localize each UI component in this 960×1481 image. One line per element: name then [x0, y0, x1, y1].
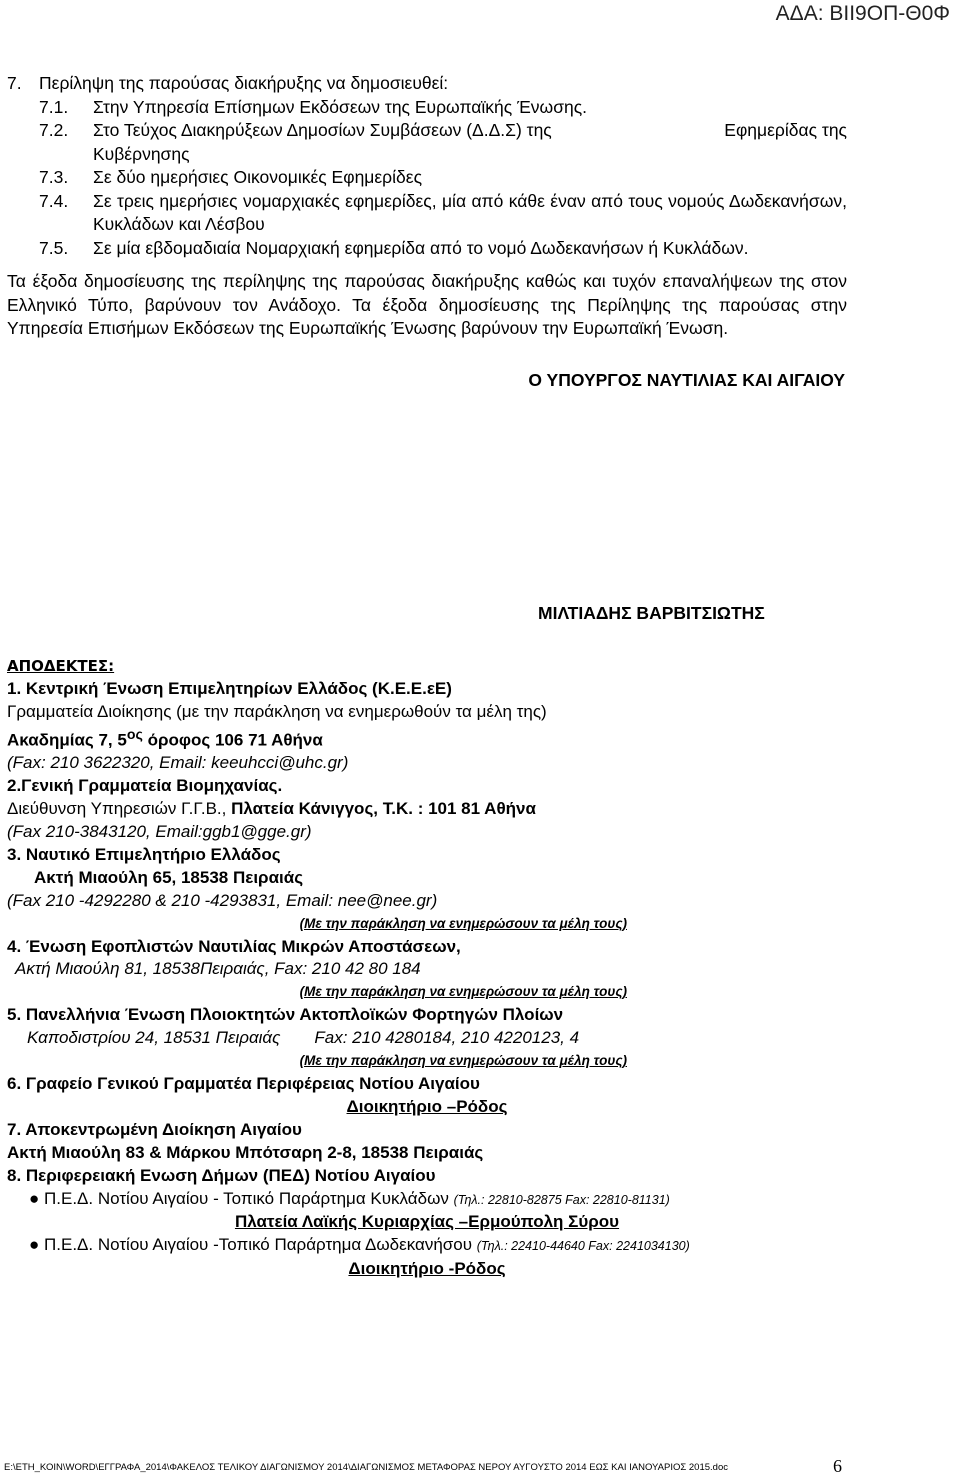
item-text: Κυβέρνησης [93, 143, 190, 164]
list-item [7, 96, 847, 120]
fax-text: Fax: 210 4280184, 210 4220123, 4 [314, 1028, 580, 1048]
address-text: όροφος 106 71 Αθήνα [142, 730, 323, 750]
recipient-name: 8. Περιφερειακή Ενωση Δήμων (ΠΕΔ) Νοτίου Αιγαίου [7, 1165, 436, 1185]
recipient-name: 1. Κεντρική Ένωση Επιμελητηρίων Ελλάδος (Κ.Ε.Ε.εΕ) [7, 678, 452, 698]
recipient-contact: (Fax 210 -4292280 & 210 -4293831, Email: nee@nee.gr) [7, 890, 438, 910]
document-body [7, 72, 847, 392]
item-number: 7.1. [39, 96, 69, 117]
recipient-address: Ακτή Μιαούλη 81, 18538Πειραιάς, Fax: 210 42 80 184 [15, 959, 421, 979]
list-item [7, 119, 847, 166]
item-number: 7.4. [39, 190, 69, 211]
recipient-address [7, 798, 847, 821]
bullet-contact: (Τηλ.: 22810-82875 Fax: 22810-81131) [453, 1192, 670, 1207]
address-text: Πλατεία Κάνιγγος, Τ.Κ. : 101 81 Αθήνα [231, 799, 536, 819]
item-text: Στο Τεύχος Διακηρύξεων Δημοσίων Συμβάσεων (Δ.Δ.Σ) της [93, 120, 552, 140]
item-text: Σε μία εβδομαδιαία Νομαρχιακή εφημερίδα από το νομό Δωδεκανήσων ή Κυκλάδων. [93, 237, 749, 258]
recipient-line: Γραμματεία Διοίκησης (με την παράκληση να ενημερωθούν τα μέλη της) [7, 701, 547, 721]
address-text: Ακαδημίας 7, 5 [7, 730, 127, 750]
recipient-address [7, 724, 847, 753]
item-text-line [93, 119, 847, 143]
item-text: Σε τρεις ημερήσιες νομαρχιακές εφημερίδες, μία από κάθε έναν από τους νομούς Δωδεκανήσων, Κυκλάδων και Λέσβου [93, 190, 847, 234]
recipient-contact: (Fax 210-3843120, Email:ggb1@gge.gr) [7, 822, 312, 841]
ada-header: ΑΔΑ: ΒΙΙ9ΟΠ-Θ0Φ [775, 2, 950, 25]
minister-title: Ο ΥΠΟΥΡΓΟΣ ΝΑΥΤΙΛΙΑΣ ΚΑΙ ΑΙΓΑΙΟΥ [528, 369, 845, 390]
item-text: Σε δύο ημερήσιες Οικονομικές Εφημερίδες [93, 167, 423, 187]
recipient-place: Πλατεία Λαϊκής Κυριαρχίας –Ερμούπολη Σύρου [234, 1212, 620, 1232]
bullet-contact: (Τηλ.: 22410-44640 Fax: 2241034130) [476, 1239, 690, 1254]
request-note: (Με την παράκληση να ενημερώσουν τα μέλη τους) [299, 1053, 627, 1069]
recipient-place: Διοικητήριο –Ρόδος [346, 1096, 508, 1116]
bullet-text: ● Π.Ε.Δ. Νοτίου Αιγαίου -Τοπικό Παράρτημα Δωδεκανήσου [29, 1235, 477, 1255]
item-number: 7.2. [39, 120, 69, 140]
recipient-name: 7. Αποκεντρωμένη Διοίκηση Αιγαίου [7, 1119, 302, 1139]
item-text: Εφημερίδας της [724, 120, 847, 140]
recipient-address: Ακτή Μιαούλη 83 & Μάρκου Μπότσαρη 2-8, 18538 Πειραιάς [7, 1142, 484, 1162]
footer-file-path: E:\ΕΤΗ_ΚΟΙΝ\WORD\ΕΓΓΡΑΦΑ_2014\ΦΑΚΕΛΟΣ ΤΕΛΙΚΟΥ ΔΙΑΓΩΝΙΣΜΟΥ 2014\ΔΙΑΓΩΝΙΣΜΟΣ ΜΕΤΑΦΟΡΑΣ ΝΕΡΟΥ ΑΥΓΟΥΣΤΟ 2014 ΕΩΣ ΚΑΙ ΙΑΝΟΥΑΡΙΟΣ 2015.doc [4, 1462, 728, 1473]
recipient-contact: (Fax: 210 3622320, Email: keeuhcci@uhc.gr) [7, 753, 349, 773]
list-item [7, 1188, 847, 1212]
request-note: (Με την παράκληση να ενημερώσουν τα μέλη τους) [299, 915, 627, 931]
item-number: 7.3. [39, 167, 69, 187]
recipient-name: 3. Ναυτικό Επιμελητήριο Ελλάδος [7, 844, 281, 864]
signer-name: ΜΙΛΤΙΑΔΗΣ ΒΑΡΒΙΤΣΙΩΤΗΣ [538, 603, 765, 623]
section-7-heading [7, 72, 847, 96]
recipients-list [7, 655, 847, 1281]
bullet-text: ● Π.Ε.Δ. Νοτίου Αιγαίου - Τοπικό Παράρτημα Κυκλάδων [29, 1188, 454, 1208]
ordinal-suffix: ος [126, 726, 143, 743]
recipient-name: 2.Γενική Γραμματεία Βιομηχανίας. [7, 776, 283, 796]
recipients-title: ΑΠΟΔΕΚΤΕΣ: [7, 657, 115, 675]
recipient-address: Ακτή Μιαούλη 65, 18538 Πειραιάς [34, 867, 304, 887]
list-item [7, 237, 847, 261]
list-item [7, 1234, 847, 1258]
page-number: 6 [833, 1456, 842, 1476]
list-item [7, 166, 847, 190]
section-number: 7. [7, 73, 22, 93]
recipient-name: 5. Πανελλήνια Ένωση Πλοιοκτητών Ακτοπλοϊκών Φορτηγών Πλοίων [7, 1005, 564, 1025]
list-item [7, 190, 847, 237]
item-text-block [93, 119, 847, 166]
recipient-name: 4. Ένωση Εφοπλιστών Ναυτιλίας Μικρών Αποστάσεων, [7, 936, 461, 956]
expenses-paragraph: Τα έξοδα δημοσίευσης της περίληψης της παρούσας διακήρυξης καθώς και τυχόν επαναλήψεων της στον Ελληνικό Τύπο, βαρύνουν τον Ανάδοχο. Τα έξοδα δημοσίευσης της Περίληψης της παρούσας στην Υπηρεσία Επισήμων Εκδόσεων της Ευρωπαϊκής Ένωσης βαρύνουν την Ευρωπαϊκή Ένωση. [7, 271, 847, 338]
request-note: (Με την παράκληση να ενημερώσουν τα μέλη τους) [299, 984, 627, 1000]
item-number: 7.5. [39, 237, 69, 258]
address-text: Καποδιστρίου 24, 18531 Πειραιάς [27, 1028, 281, 1048]
section-title: Περίληψη της παρούσας διακήρυξης να δημοσιευθεί: [39, 73, 449, 93]
item-text: Στην Υπηρεσία Επίσημων Εκδόσεων της Ευρωπαϊκής Ένωσης. [93, 96, 588, 117]
department-text: Διεύθυνση Υπηρεσιών Γ.Γ.Β., [7, 799, 232, 819]
recipient-name: 6. Γραφείο Γενικού Γραμματέα Περιφέρειας Νοτίου Αιγαίου [7, 1073, 480, 1093]
recipient-place: Διοικητήριο -Ρόδος [348, 1259, 506, 1279]
recipient-address [7, 1027, 847, 1050]
